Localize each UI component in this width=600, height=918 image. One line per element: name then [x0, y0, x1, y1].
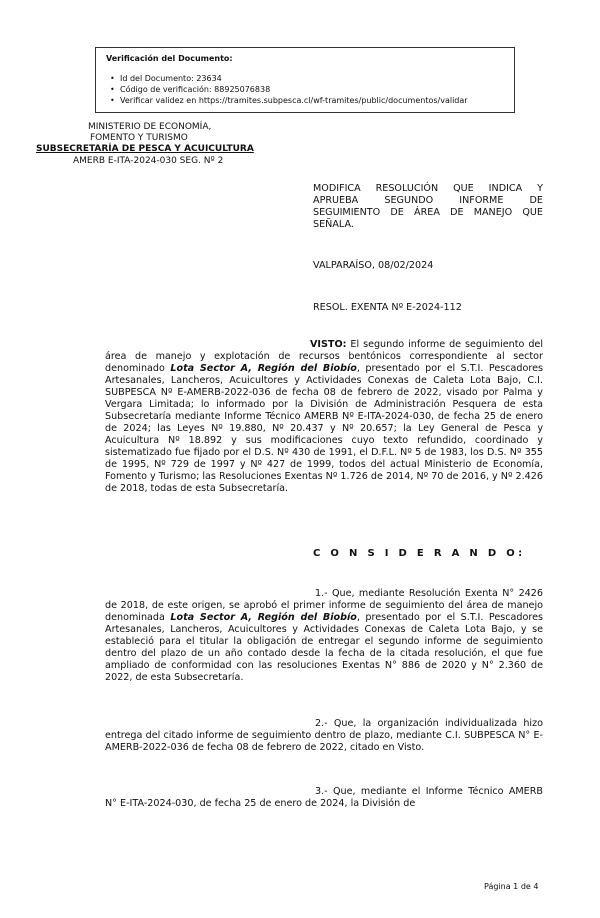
visto-paragraph: VISTO: El segundo informe de seguimiento del área de manejo y explotación de recursos bentónicos correspondiente al sector denominado Lota Sector A, Región del Biobío, presentado por el S.T.I. Pescadores Artesanales, Lancheros, Acuicultores y Actividades Conexas de Caleta Lota Bajo, C.I. SUBPESCA Nº E-AMERB-2022-036 de fecha 08 de febrero de 2022, visado por Palma y Vergara Limitada; lo informado por la División de Administración Pesquera de esta Subsecretaría mediante Informe Técnico AMERB Nº E-ITA-2024-030, de fecha 25 de enero de 2024; las Leyes Nº 19.880, Nº 20.437 y Nº 20.657; la Ley General de Pesca y Acuicultura Nº 18.892 y sus modificaciones cuyo texto refundido, coordinado y sistematizado fue fijado por el D.S. Nº 430 de 1991, el D.F.L. Nº 5 de 1983, los D.S. Nº 355 de 1995, Nº 729 de 1997 y Nº 427 de 1999, todos del actual Ministerio de Economía, Fomento y Turismo; las Resoluciones Exentas Nº 1.726 de 2014, Nº 70 de 2016, y Nº 2.426 de 2018, todas de esta Subsecretaría. — [105, 339, 543, 494]
considerando-1: 1.- Que, mediante Resolución Exenta N° 2426 de 2018, de este origen, se aprobó el primer informe de seguimiento del área de manejo denominada Lota Sector A, Región del Biobío, presentado por el S.T.I. Pescadores Artesanales, Lancheros, Acuicultores y Actividades Conexas de Caleta Lota Bajo, y se estableció para el titular la obligación de entregar el segundo informe de seguimiento dentro del plazo de un año contado desde la fecha de la citada resolución, el que fue ampliado de conformidad con las resoluciones Exentas N° 886 de 2020 y N° 2.360 de 2022, de esta Subsecretaría. — [105, 588, 543, 683]
verification-code: • Código de verificación: 88925076838 — [120, 84, 504, 95]
ministry-line-2: FOMENTO Y TURISMO — [90, 133, 188, 143]
considerando-3: 3.- Que, mediante el Informe Técnico AMERB N° E-ITA-2024-030, de fecha 25 de enero de 2024, la División de — [105, 786, 543, 809]
subsecretaria-name: SUBSECRETARÍA DE PESCA Y ACUICULTURA — [36, 144, 254, 154]
considerando-heading: C O N S I D E R A N D O: — [313, 548, 526, 559]
verification-link[interactable]: • Verificar validez en https://tramites.subpesca.cl/wf-tramites/public/documentos/validar — [120, 95, 504, 106]
considerando-2: 2.- Que, la organización individualizada hizo entrega del citado informe de seguimiento dentro de plazo, mediante C.I. SUBPESCA N° E-AMERB-2022-036 de fecha 08 de febrero de 2022, citado en Visto. — [105, 718, 543, 753]
ministry-line-1: MINISTERIO DE ECONOMÍA, — [88, 122, 212, 132]
document-id: • Id del Documento: 23634 — [120, 73, 504, 84]
page-number: Página 1 de 4 — [484, 882, 539, 891]
resolution-summary: MODIFICA RESOLUCIÓN QUE INDICA Y APRUEBA SEGUNDO INFORME DE SEGUIMIENTO DE ÁREA DE MANEJO QUE SEÑALA. — [313, 183, 543, 230]
verification-box — [95, 47, 515, 113]
area-name: Lota Sector A, Región del Biobío — [170, 612, 357, 623]
place-date: VALPARAÍSO, 08/02/2024 — [313, 260, 434, 271]
verification-title: Verificación del Documento: — [106, 54, 233, 63]
verification-list — [106, 73, 504, 106]
document-reference: AMERB E-ITA-2024-030 SEG. Nº 2 — [73, 156, 224, 166]
resolution-number: RESOL. EXENTA Nº E-2024-112 — [313, 302, 462, 313]
visto-label: VISTO: — [310, 339, 347, 350]
area-name: Lota Sector A, Región del Biobío — [170, 363, 357, 374]
